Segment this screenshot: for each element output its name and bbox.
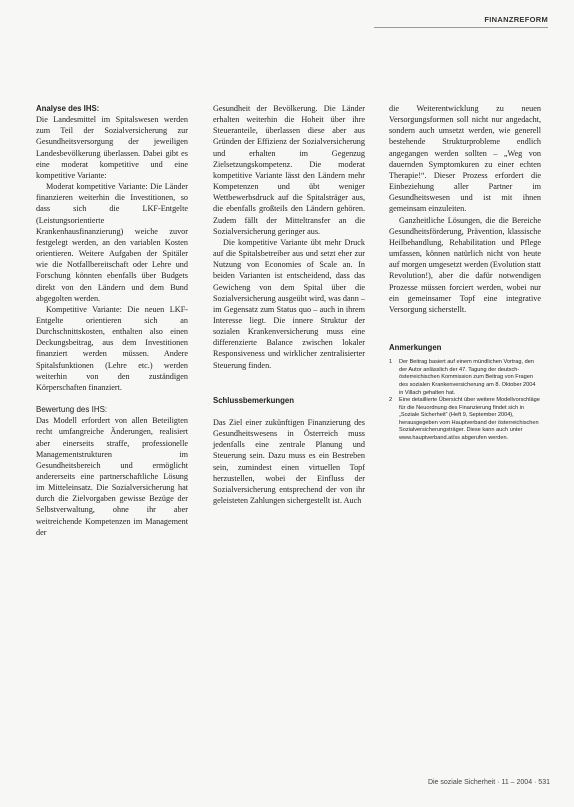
paragraph: die Weiterentwicklung zu neuen Versorgungsformen soll nicht nur angedacht, sondern auch umsetzt werden, wie generell bestehende Strukturprobleme endlich angegangen werden sollten – „Weg von dauernden Symptomkuren zu einer echten Therapie!“. Dieser Prozess erfordert die Einbeziehung aller Partner im Gesundheitswesen und ist mit ihnen gemeinsam einzuleiten.: [389, 104, 541, 214]
header-rule: [374, 27, 548, 28]
note-number: 1: [389, 359, 393, 366]
page-footer: Die soziale Sicherheit · 11 – 2004 · 531: [427, 779, 550, 786]
note-text: Eine detaillierte Übersicht über weitere Modellvorschläge für die Neuordnung des Finanzierung findet sich in „Soziale Sicherheit“ (Heft 9, September 2004), herausgegeben vom Hauptverband der österreichischen Sozialversicherungsträger. Diese kann auch unter www.hauptverband.at/ss abgerufen werden.: [399, 397, 540, 442]
paragraph: Die kompetitive Variante übt mehr Druck auf die Spitalsbetreiber aus und setzt eher zur Nutzung von Economies of Scale an. In beiden Varianten ist entscheidend, dass das Gewicheng von dem Spital über die Sozialversicherung ausgeübt wird, was dann – im Gegensatz zum Status quo – auch in ihrem Interesse liegt. Die innere Struktur der sozialen Krankenversicherung muss eine differenzierte Balance zwischen lokaler Responsiveness und wirklicher zentralisierter Steuerung finden.: [213, 237, 365, 370]
analysis-heading: Analyse des IHS:: [36, 104, 100, 113]
paragraph: Das Ziel einer zukünftigen Finanzierung des Gesundheitswesens in Österreich muss jedenfalls eine zentrale Planung und Steuerung sein. Dazu muss es ein Bestreben sein, zumindest einen virtuellen Topf herzustellen, wobei der Einfluss der Sozialversicherung entsprechend der von ihr geleisteten Zahlungen sichergestellt ist. Auch: [213, 417, 365, 505]
section-title: FINANZREFORM: [484, 15, 548, 24]
evaluation-heading: Bewertung des IHS:: [36, 405, 108, 415]
column-2: [213, 103, 365, 506]
list-item: [389, 397, 541, 443]
paragraph: Gesundheit der Bevölkerung. Die Länder erhalten weiterhin die Hoheit über ihre Steueranteile, überlassen diese aber aus Gründen der Effizienz der Sozialversicherung und erhalten im Gegenzug Zielsetzungskompetenz. Die moderat kompetitive Variante lässt den Ländern mehr Kompetenzen und übt weniger Wettbewerbsdruck auf die Spitalsträger aus, die ebenfalls großteils den Ländern gehören. Zudem fällt der Mitteltransfer an die Sozialversicherung geringer aus.: [213, 104, 365, 236]
paragraph: Das Modell erfordert von allen Beteiligten recht umfangreiche Änderungen, realisiert aber einerseits straffe, professionelle Managementstrukturen im Gesundheitsbereich und ermöglicht andererseits eine partnerschaftliche Lösung im Mitteleinsatz. Die Sozialversicherung hat durch die Zielvorgaben gewisse Bezüge der Selbstverwaltung, ohne ihr aber weitreichende Kompetenzen im Management der: [36, 416, 188, 537]
column-1: [36, 103, 188, 538]
list-item: [389, 359, 541, 397]
paragraph: Ganzheitliche Lösungen, die die Bereiche Gesundheitsförderung, Prävention, klassische Heilbehandlung, Rehabilitation und Pflege umfassen, können natürlich nicht von heute auf morgen umgesetzt werden (Evolution statt Revolution!), aber die dafür notwendigen Prozesse müssen forciert werden, wobei nur ein gemeinsamer Topf eine integrative Versorgung sicherstellt.: [389, 215, 541, 314]
notes-list: [389, 359, 541, 443]
closing-remarks-heading: Schlussbemerkungen: [213, 395, 295, 405]
note-number: 2: [389, 397, 393, 404]
column-3: [389, 103, 541, 443]
paragraph: Moderat kompetitive Variante: Die Länder finanzieren weiterhin die Investitionen, so dass sich die LKF-Entgelte (Leistungsorientierte Krankenhausfinanzierung) weiche zuvor festgelegt werden, an den variablen Kosten orientieren. Weitere Aufgaben der Spitäler wie die Notfallbereitschaft oder Lehre und Forschung könnten ebenfalls über Budgets direkt von den Ländern und dem Bund abgegolten werden.: [36, 182, 188, 303]
paragraph: Kompetitive Variante: Die neuen LKF-Entgelte orientieren sich an Durchschnittskosten, enthalten also einen Deckungsbeitrag, aus dem Investitionen finanziert werden müssen. Andere Spitalsfunktionen (Lehre etc.) werden weiterhin von den zuständigen Körperschaften finanziert.: [36, 304, 188, 392]
notes-heading: Anmerkungen: [389, 342, 442, 352]
note-text: Der Beitrag basiert auf einem mündlichen Vortrag, den der Autor anlässlich der 47. Tagung der deutsch-österreichischen Kommission zum Beitrag von Fragen des sozialen Krankenversicherung am 8. Oktober 2004 in Villach gehalten hat.: [399, 359, 536, 396]
paragraph: Die Landesmittel im Spitalswesen werden zum Teil der Sozialversicherung zur Gesundheitsversorgung der jeweiligen Landesbevölkerung überlassen. Dabei gibt es eine moderat kompetitive und eine kompetitive Variante:: [36, 115, 188, 180]
